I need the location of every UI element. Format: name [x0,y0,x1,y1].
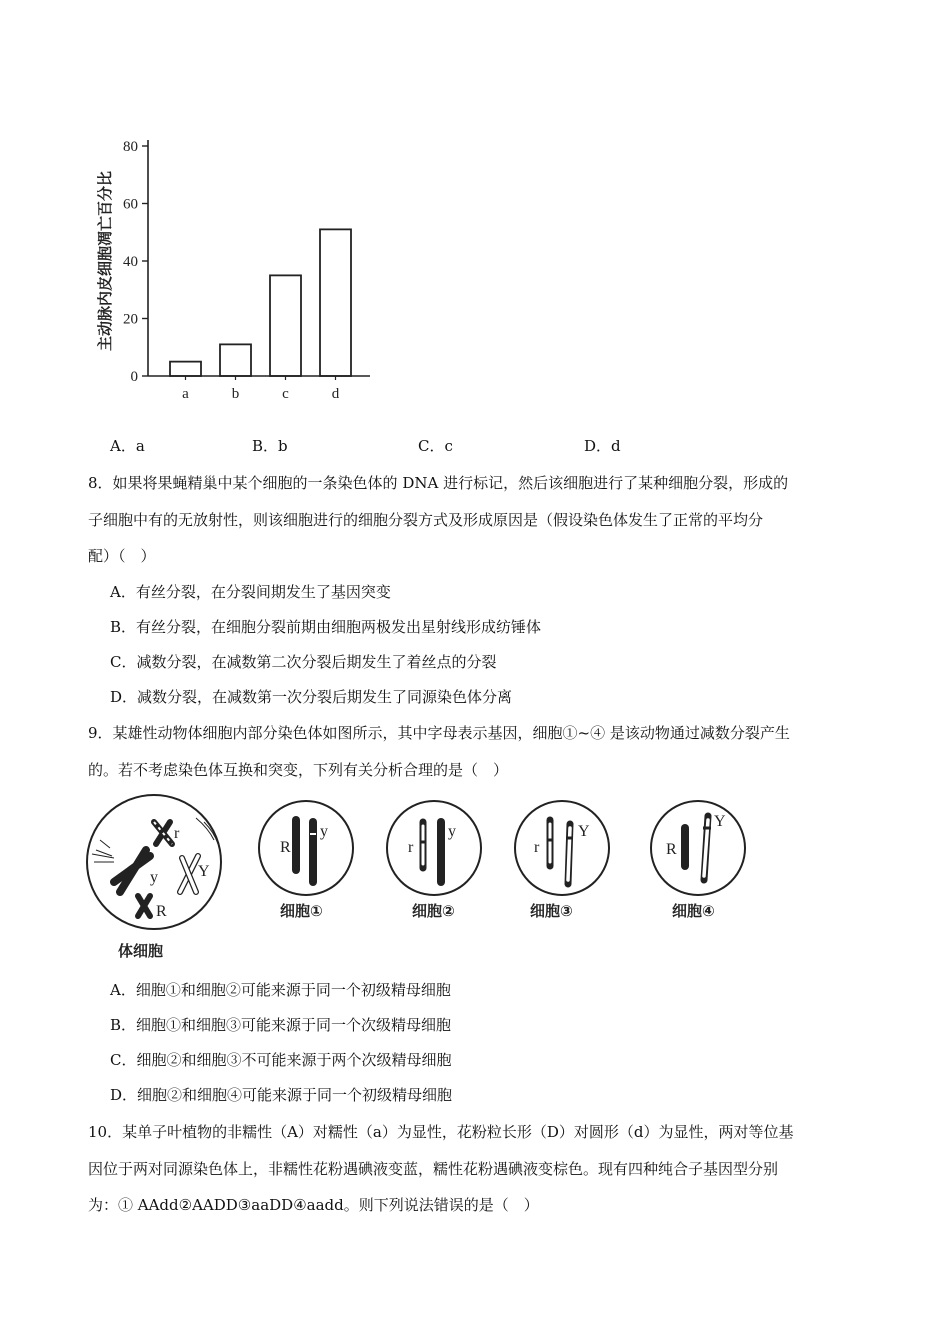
bar [170,362,201,376]
q8-stem-line-3: 配）（ ） [88,547,156,565]
q7-option-d[interactable]: D．d [584,437,621,455]
x-tick-label: b [231,386,240,402]
x-tick-label: a [182,386,189,402]
cell2-gene-y: y [448,823,456,840]
bar [320,229,351,376]
cell3-gene-Y: Y [578,823,590,840]
body-gene-r: r [174,825,180,842]
cell-4-label: 细胞④ [672,902,715,920]
cell-3-label: 细胞③ [530,902,573,920]
body-gene-Y: Y [198,863,210,880]
body-gene-y: y [150,869,158,886]
y-tick-label: 60 [123,196,138,213]
q9-option-a[interactable]: A．细胞①和细胞②可能来源于同一个初级精母细胞 [110,981,451,999]
q7-option-c[interactable]: C．c [418,437,453,455]
y-tick-label: 40 [123,254,138,270]
cell-1 [259,801,353,895]
q8-option-d[interactable]: D．减数分裂，在减数第一次分裂后期发生了同源染色体分离 [110,688,513,706]
q9-stem-line-1: 9．某雄性动物体细胞内部分染色体如图所示，其中字母表示基因，细胞①~④ 是该动物通过减数分裂产生 [88,724,790,742]
q8-option-a[interactable]: A．有丝分裂，在分裂间期发生了基因突变 [110,583,391,601]
bar [270,275,301,376]
q7-option-b[interactable]: B．b [252,437,288,455]
q7-option-a[interactable]: A．a [110,437,145,455]
q9-option-c[interactable]: C．细胞②和细胞③不可能来源于两个次级精母细胞 [110,1051,452,1069]
cell1-gene-R: R [280,839,291,856]
body-chromosome-Y [180,856,198,892]
q10-stem-line-2: 因位于两对同源染色体上，非糯性花粉遇碘液变蓝，糯性花粉遇碘液变棕色。现有四种纯合子基因型分别 [88,1160,779,1178]
cell-1-label: 细胞① [280,902,323,920]
body-chromosome-R [138,896,150,916]
x-tick-label: d [331,386,340,402]
cell4-gene-Y: Y [714,813,726,830]
cell3-gene-r: r [534,839,540,856]
bar-chart [90,130,390,420]
q8-stem-line-2: 子细胞中有的无放射性，则该细胞进行的细胞分裂方式及形成原因是（假设染色体发生了正常的平均分 [88,511,764,529]
cell-2-label: 细胞② [412,902,455,920]
cell4-gene-R: R [666,841,677,858]
q9-stem-line-2: 的。若不考虑染色体互换和突变，下列有关分析合理的是（ ） [88,761,509,779]
cell-3 [515,801,609,895]
q8-option-c[interactable]: C．减数分裂，在减数第二次分裂后期发生了着丝点的分裂 [110,653,497,671]
q10-stem-line-3: 为：① AAdd②AADD③aaDD④aadd。则下列说法错误的是（ ） [88,1196,539,1214]
cell2-gene-r: r [408,839,414,856]
x-tick-label: c [282,386,289,402]
y-tick-label: 20 [123,311,138,328]
q10-stem-line-1: 10．某单子叶植物的非糯性（A）对糯性（a）为显性，花粉粒长形（D）对圆形（d）为显性，两对等位基 [88,1123,794,1141]
cell-2 [387,801,481,895]
y-axis-title: 主动脉内皮细胞凋亡百分比 [96,170,114,352]
cell-4 [651,801,745,895]
q8-option-b[interactable]: B．有丝分裂，在细胞分裂前期由细胞两极发出星射线形成纺锤体 [110,618,542,636]
bar [220,344,251,376]
q8-stem-line-1: 8．如果将果蝇精巢中某个细胞的一条染色体的 DNA 进行标记，然后该细胞进行了某种细胞分裂，形成的 [88,474,789,492]
q9-option-b[interactable]: B．细胞①和细胞③可能来源于同一个次级精母细胞 [110,1016,452,1034]
y-tick-label: 0 [130,369,138,385]
cell1-gene-y: y [320,823,328,840]
body-chromosome-y [114,850,150,892]
body-cell-label: 体细胞 [118,942,164,960]
body-gene-R: R [156,903,167,920]
q9-option-d[interactable]: D．细胞②和细胞④可能来源于同一个初级精母细胞 [110,1086,453,1104]
chromosome-figure [84,792,764,962]
body-chromosome-r [154,822,172,844]
y-tick-label: 80 [123,139,138,155]
body-cell [87,795,221,929]
